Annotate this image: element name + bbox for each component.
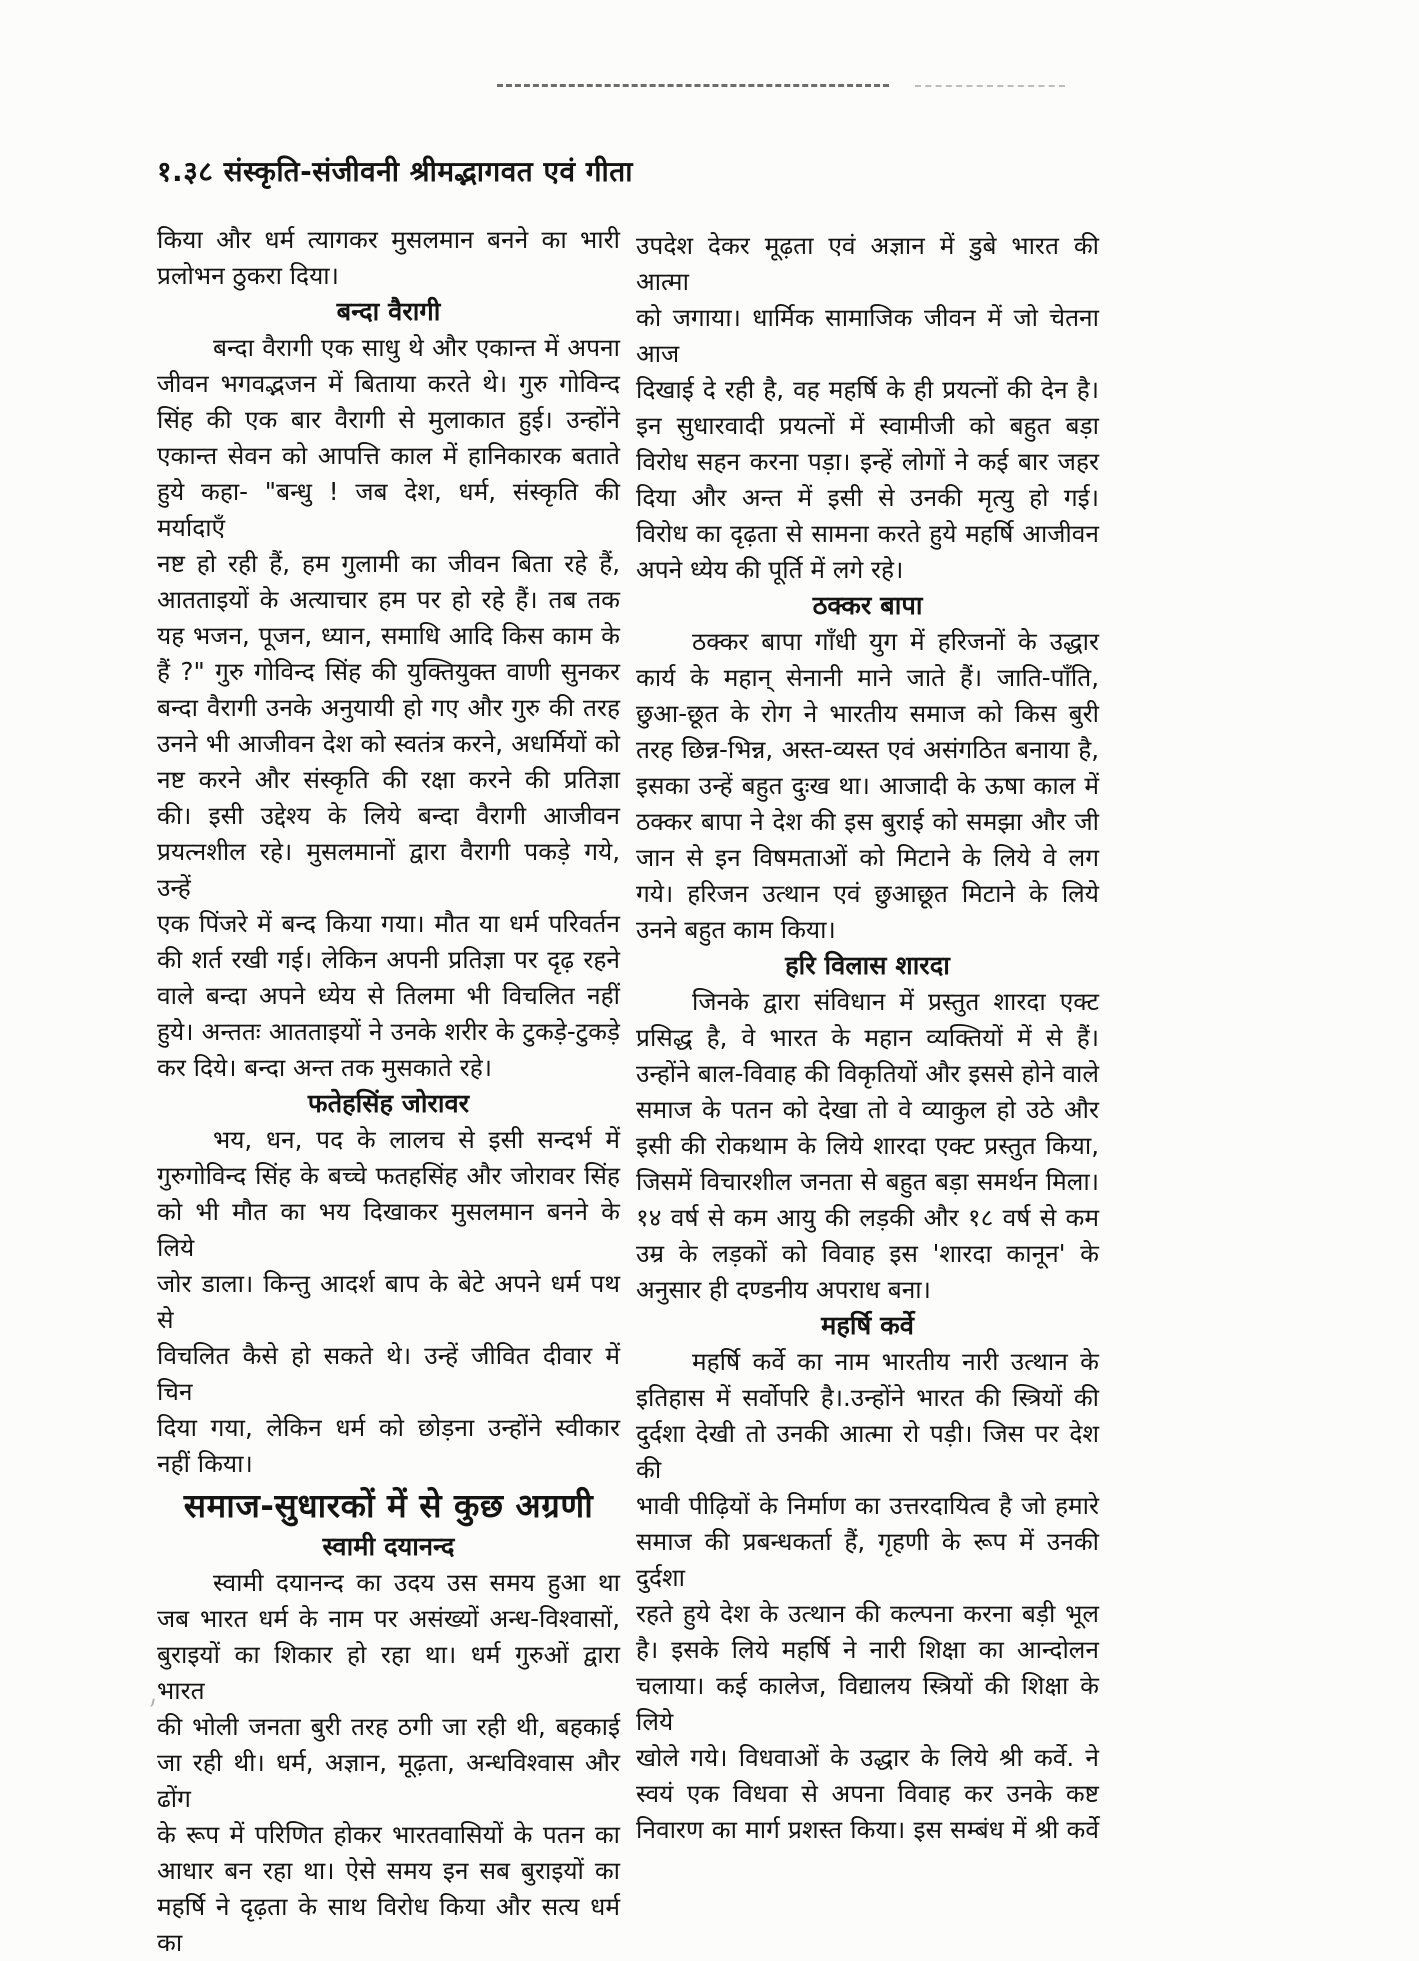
paragraph-line: यह भजन, पूजन, ध्यान, समाधि आदि किस काम के — [157, 621, 620, 650]
paragraph — [636, 1344, 1099, 1848]
paragraph-line: विचलित कैसे हो सकते थे। उन्हें जीवित दीवार में चिन — [157, 1341, 620, 1406]
paragraph-line: चलाया। कई कालेज, विद्यालय स्त्रियों की शिक्षा के लिये — [636, 1671, 1099, 1736]
paragraph-line: बन्दा वैरागी उनके अनुयायी हो गए और गुरु की तरह — [157, 693, 620, 722]
paragraph-line: जिनके द्वारा संविधान में प्रस्तुत शारदा एक्ट — [692, 987, 1099, 1016]
paragraph-line: जिसमें विचारशील जनता से बहुत बड़ा समर्थन मिला। — [636, 1167, 1099, 1196]
paragraph-line: उम्र के लड़कों को विवाह इस 'शारदा कानून' के — [636, 1239, 1099, 1268]
left-column — [157, 222, 620, 1961]
main-section-heading: समाज-सुधारकों में से कुछ अग्रणी — [183, 1486, 594, 1525]
paragraph-line: है। इसके लिये महर्षि ने नारी शिक्षा का आन्दोलन — [636, 1635, 1099, 1664]
right-column — [636, 222, 1099, 1848]
paragraph-line: एकान्त सेवन को आपत्ति काल में हानिकारक बताते — [157, 441, 620, 470]
paragraph-line: रहते हुये देश के उत्थान की कल्पना करना बड़ी भूल — [636, 1599, 1099, 1628]
paragraph-line: वाले बन्दा अपने ध्येय से तिलमा भी विचलित नहीं — [157, 981, 620, 1010]
paragraph-line: आधार बन रहा था। ऐसे समय इन सब बुराइयों का — [157, 1856, 620, 1885]
paragraph-line: नष्ट हो रही हैं, हम गुलामी का जीवन बिता रहे हैं, — [157, 549, 620, 578]
section-heading: महर्षि कर्वे — [821, 1311, 914, 1341]
paragraph-line: दुर्दशा देखी तो उनकी आत्मा रो पड़ी। जिस पर देश की — [636, 1419, 1099, 1484]
paragraph-line: हैं ?" गुरु गोविन्द सिंह की युक्तियुक्त वाणी सुनकर — [157, 657, 620, 686]
paragraph-line: ठक्कर बापा ने देश की इस बुराई को समझा और जी — [636, 807, 1099, 836]
paragraph-line: महर्षि ने दृढ़ता के साथ विरोध किया और सत्य धर्म का — [157, 1892, 620, 1957]
paragraph-line: स्वयं एक विधवा से अपना विवाह कर उनके कष्ट — [636, 1779, 1099, 1808]
paragraph-line: प्रसिद्ध है, वे भारत के महान व्यक्तियों में से हैं। — [636, 1023, 1099, 1052]
paragraph-line: जा रही थी। धर्म, अज्ञान, मूढ़ता, अन्धविश्वास और ढोंग — [157, 1748, 620, 1813]
paragraph-line: एक पिंजरे में बन्द किया गया। मौत या धर्म परिवर्तन — [157, 909, 620, 938]
paragraph-line: इतिहास में सर्वोपरि है।.उन्होंने भारत की स्त्रियों की — [636, 1383, 1099, 1412]
paragraph-line: १४ वर्ष से कम आयु की लड़की और १८ वर्ष से कम — [636, 1203, 1099, 1232]
paragraph-line: दिखाई दे रही है, वह महर्षि के ही प्रयत्नों की देन है। — [636, 375, 1099, 404]
paragraph-line: कार्य के महान् सेनानी माने जाते हैं। जाति-पाँति, — [636, 663, 1099, 692]
section-heading: फतेहसिंह जोरावर — [307, 1089, 470, 1119]
paragraph-line: जान से इन विषमताओं को मिटाने के लिये वे लग — [636, 843, 1099, 872]
paragraph-line: तरह छिन्न-भिन्न, अस्त-व्यस्त एवं असंगठित बनाया है, — [636, 735, 1099, 764]
scan-artifact-dashed-line — [497, 84, 889, 87]
paragraph — [157, 1122, 620, 1482]
section-heading: स्वामी दयानन्द — [322, 1532, 455, 1562]
paragraph-line: बुराइयों का शिकार हो रहा था। धर्म गुरुओं द्वारा भारत — [157, 1640, 620, 1705]
paragraph-line: अपने ध्येय की पूर्ति में लगे रहे। — [636, 555, 904, 584]
paragraph-line: छुआ-छूत के रोग ने भारतीय समाज को किस बुरी — [636, 699, 1099, 728]
paragraph-line: जीवन भगवद्भजन में बिताया करते थे। गुरु गोविन्द — [157, 369, 620, 398]
paragraph-line: नष्ट करने और संस्कृति की रक्षा करने की प्रतिज्ञा — [157, 765, 620, 794]
paragraph — [157, 330, 620, 1086]
paragraph-line: भावी पीढ़ियों के निर्माण का उत्तरदायित्व है जो हमारे — [636, 1491, 1099, 1520]
section-heading: बन्दा वैरागी — [336, 297, 441, 327]
paragraph-line: को भी मौत का भय दिखाकर मुसलमान बनने के लिये — [157, 1197, 620, 1262]
paragraph-line: सिंह की एक बार वैरागी से मुलाकात हुई। उन्होंने — [157, 405, 620, 434]
paragraph-line: हुये। अन्ततः आतताइयों ने उनके शरीर के टुकड़े-टुकड़े — [157, 1017, 620, 1046]
paragraph-line: जोर डाला। किन्तु आदर्श बाप के बेटे अपने धर्म पथ से — [157, 1269, 620, 1334]
paragraph-line: को जगाया। धार्मिक सामाजिक जीवन में जो चेतना आज — [636, 303, 1099, 368]
paragraph — [636, 984, 1099, 1308]
paragraph-line: उन्होंने बाल-विवाह की विकृतियों और इससे होने वाले — [636, 1059, 1099, 1088]
page-header: १.३८ संस्कृति-संजीवनी श्रीमद्भागवत एवं गीता — [157, 155, 634, 188]
paragraph — [636, 624, 1099, 948]
scan-speck — [147, 1697, 155, 1707]
paragraph-line: अनुसार ही दण्डनीय अपराध बना। — [636, 1275, 931, 1304]
paragraph-line: ठक्कर बापा गाँधी युग में हरिजनों के उद्धार — [692, 627, 1099, 656]
section-heading: ठक्कर बापा — [812, 591, 923, 621]
paragraph-line: नहीं किया। — [157, 1449, 253, 1478]
paragraph-line: महर्षि कर्वे का नाम भारतीय नारी उत्थान के — [692, 1347, 1099, 1376]
paragraph-line: विरोध का दृढ़ता से सामना करते हुये महर्षि आजीवन — [636, 519, 1099, 548]
paragraph-line: जब भारत धर्म के नाम पर असंख्यों अन्ध-विश्वासों, — [157, 1604, 620, 1633]
section-heading: हरि विलास शारदा — [785, 951, 950, 981]
paragraph — [157, 222, 620, 294]
paragraph-line: इसका उन्हें बहुत दुःख था। आजादी के ऊषा काल में — [636, 771, 1099, 800]
two-column-text-area — [157, 222, 1099, 1961]
paragraph-line: आतताइयों के अत्याचार हम पर हो रहे हैं। तब तक — [157, 585, 620, 614]
paragraph-line: दिया और अन्त में इसी से उनकी मृत्यु हो गई। — [636, 483, 1099, 512]
paragraph-line: दिया गया, लेकिन धर्म को छोड़ना उन्होंने स्वीकार — [157, 1413, 620, 1442]
paragraph-line: गये। हरिजन उत्थान एवं छुआछूत मिटाने के लिये — [636, 879, 1099, 908]
paragraph-line: भय, धन, पद के लालच से इसी सन्दर्भ में — [213, 1125, 620, 1154]
paragraph-line: प्रलोभन ठुकरा दिया। — [157, 261, 339, 290]
paragraph-line: गुरुगोविन्द सिंह के बच्चे फतहसिंह और जोरावर सिंह — [157, 1161, 620, 1190]
paragraph-line: इन सुधारवादी प्रयत्नों में स्वामीजी को बहुत बड़ा — [636, 411, 1099, 440]
paragraph-line: समाज की प्रबन्धकर्ता हैं, गृहणी के रूप में उनकी दुर्दशा — [636, 1527, 1099, 1592]
paragraph-line: निवारण का मार्ग प्रशस्त किया। इस सम्बंध में श्री कर्वे — [636, 1815, 1099, 1844]
paragraph-line: उपदेश देकर मूढ़ता एवं अज्ञान में डुबे भारत की आत्मा — [636, 231, 1099, 296]
scan-artifact-dashed-line-faint — [915, 85, 1065, 87]
paragraph — [157, 1565, 620, 1961]
paragraph-line: कर दिये। बन्दा अन्त तक मुसकाते रहे। — [157, 1053, 492, 1082]
paragraph-line: समाज के पतन को देखा तो वे व्याकुल हो उठे और — [636, 1095, 1099, 1124]
paragraph-line: उनने बहुत काम किया। — [636, 915, 836, 944]
paragraph-line: की। इसी उद्देश्य के लिये बन्दा वैरागी आजीवन — [157, 801, 620, 830]
paragraph-line: इसी की रोकथाम के लिये शारदा एक्ट प्रस्तुत किया, — [636, 1131, 1099, 1160]
paragraph-line: बन्दा वैरागी एक साधु थे और एकान्त में अपना — [213, 333, 620, 362]
paragraph-line: हुये कहा- "बन्धु ! जब देश, धर्म, संस्कृति की मर्यादाएँ — [157, 477, 620, 542]
paragraph-line: उनने भी आजीवन देश को स्वतंत्र करने, अधर्मियों को — [157, 729, 620, 758]
paragraph — [636, 228, 1099, 588]
paragraph-line: स्वामी दयानन्द का उदय उस समय हुआ था — [213, 1568, 620, 1597]
paragraph-line: विरोध सहन करना पड़ा। इन्हें लोगों ने कई बार जहर — [636, 447, 1099, 476]
paragraph-line: खोले गये। विधवाओं के उद्धार के लिये श्री कर्वे. ने — [636, 1743, 1099, 1772]
paragraph-line: प्रयत्नशील रहे। मुसलमानों द्वारा वैरागी पकड़े गये, उन्हें — [157, 837, 620, 902]
paragraph-line: की भोली जनता बुरी तरह ठगी जा रही थी, बहकाई — [157, 1712, 620, 1741]
paragraph-line: किया और धर्म त्यागकर मुसलमान बनने का भारी — [157, 225, 620, 254]
paragraph-line: के रूप में परिणित होकर भारतवासियों के पतन का — [157, 1820, 620, 1849]
paragraph-line: की शर्त रखी गई। लेकिन अपनी प्रतिज्ञा पर दृढ़ रहने — [157, 945, 620, 974]
